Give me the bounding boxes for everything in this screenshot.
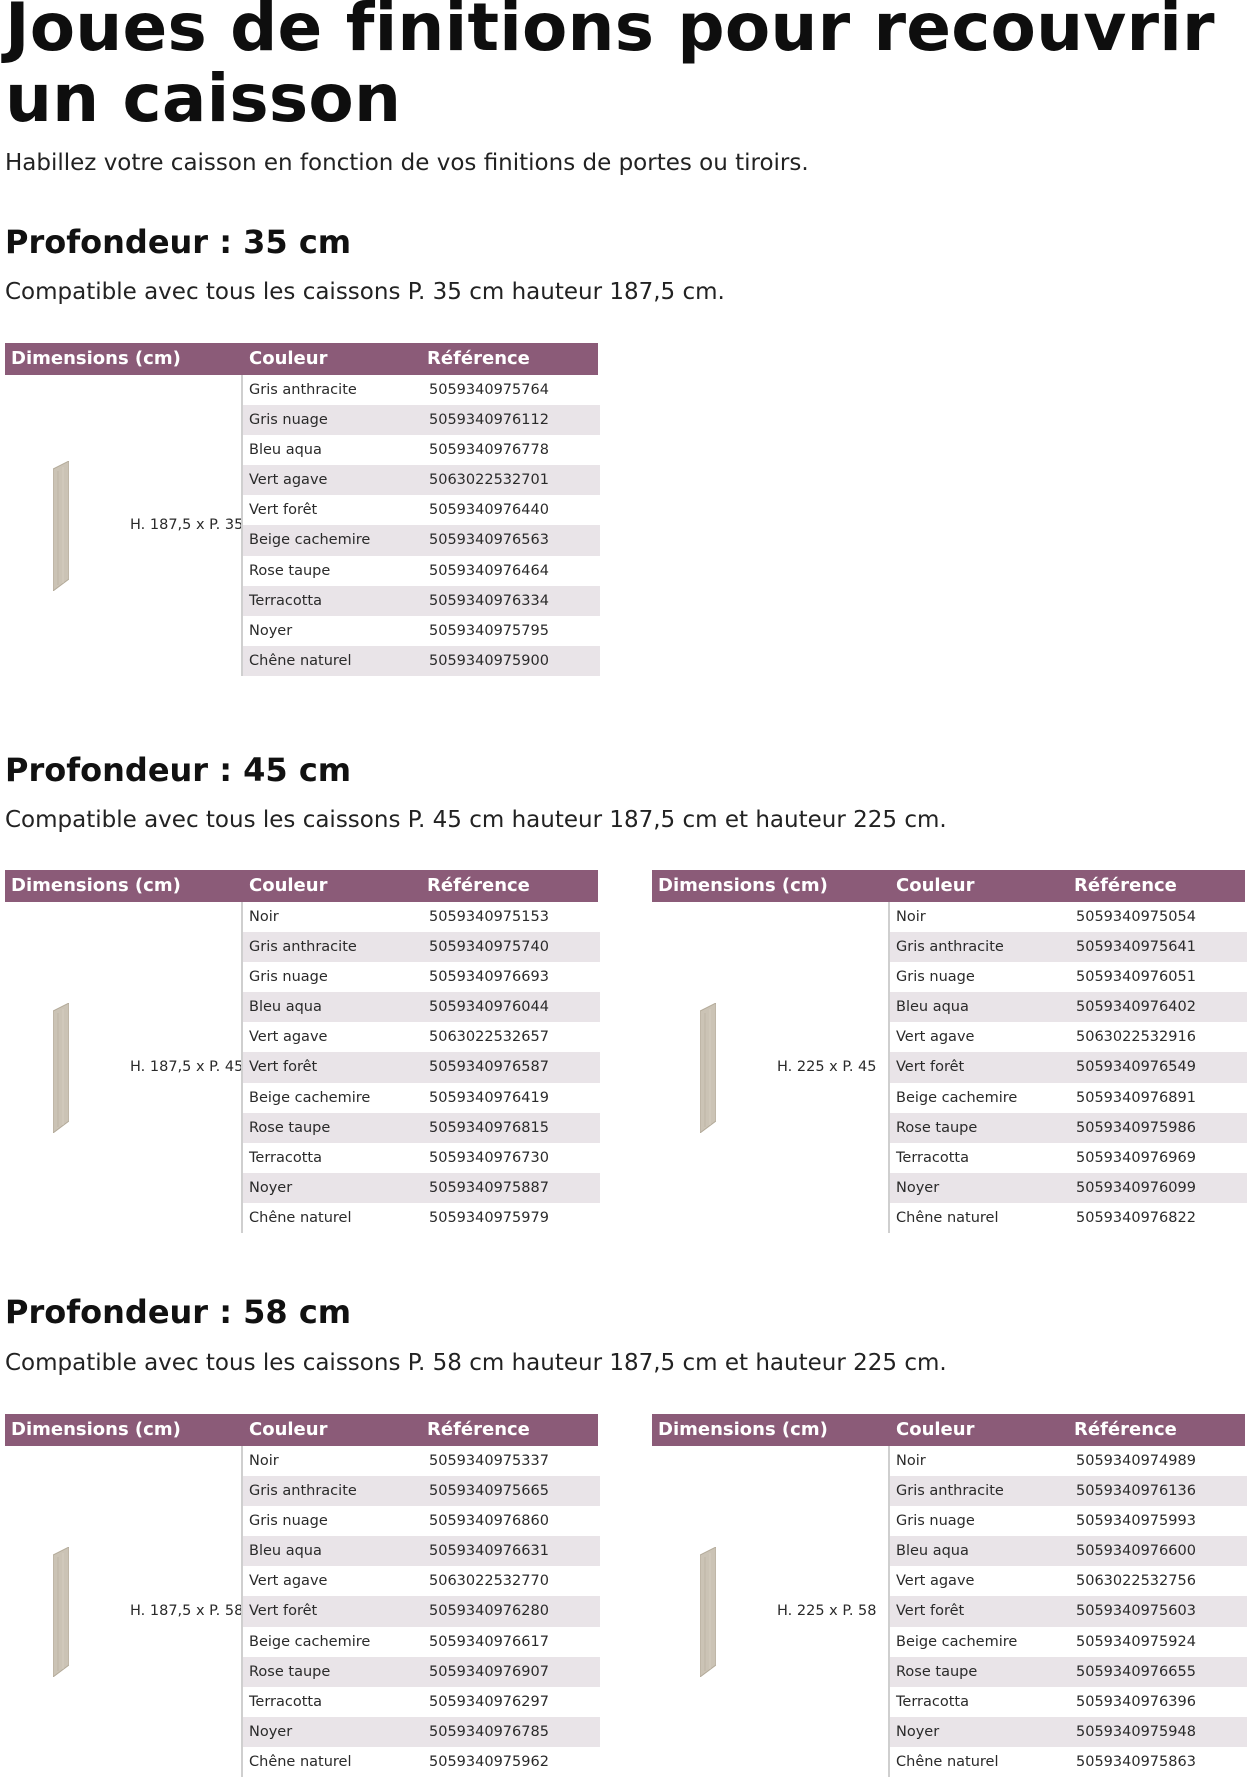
cell-reference: 5059340976112	[429, 412, 549, 429]
cell-reference: 5059340976860	[429, 1513, 549, 1530]
table-row	[243, 525, 600, 555]
cell-couleur: Beige cachemire	[249, 532, 371, 549]
cell-couleur: Chêne naturel	[896, 1209, 999, 1226]
table-row	[243, 1476, 600, 1506]
table-row	[243, 1506, 600, 1536]
header-reference: Référence	[1074, 875, 1177, 896]
cell-couleur: Chêne naturel	[249, 1209, 352, 1226]
table-row	[890, 1717, 1247, 1747]
cell-reference: 5063022532770	[429, 1573, 549, 1590]
cell-reference: 5063022532756	[1076, 1573, 1196, 1590]
table-rows	[241, 902, 600, 1233]
table-row	[890, 1687, 1247, 1717]
cell-couleur: Beige cachemire	[249, 1089, 371, 1106]
cell-reference: 5059340976655	[1076, 1663, 1196, 1680]
table-row	[243, 646, 600, 676]
cell-couleur: Terracotta	[249, 1693, 322, 1710]
cell-couleur: Terracotta	[896, 1149, 969, 1166]
cell-couleur: Vert agave	[249, 1029, 328, 1046]
table-row	[890, 1143, 1247, 1173]
cell-reference: 5059340976785	[429, 1723, 549, 1740]
cell-reference: 5059340976730	[429, 1149, 549, 1166]
cell-couleur: Bleu aqua	[896, 999, 969, 1016]
cell-reference: 5059340976440	[429, 502, 549, 519]
table-row	[890, 1657, 1247, 1687]
table-rows	[241, 375, 600, 676]
panel-image	[700, 1003, 716, 1133]
cell-reference: 5059340975603	[1076, 1603, 1196, 1620]
reference-table-45-h225	[652, 870, 1245, 1233]
cell-reference: 5059340976297	[429, 1693, 549, 1710]
cell-reference: 5059340975863	[1076, 1753, 1196, 1770]
cell-couleur: Vert forêt	[896, 1059, 965, 1076]
cell-couleur: Gris anthracite	[249, 382, 357, 398]
cell-reference: 5059340975993	[1076, 1513, 1196, 1530]
table-row	[890, 1173, 1247, 1203]
cell-reference: 5059340976280	[429, 1603, 549, 1620]
page-title: Joues de finitions pour recouvrir un caisson	[5, 0, 1215, 137]
table-row	[890, 1446, 1247, 1476]
table-row	[243, 465, 600, 495]
cell-couleur: Terracotta	[249, 1149, 322, 1166]
cell-reference: 5059340975337	[429, 1453, 549, 1469]
table-row	[890, 992, 1247, 1022]
table-body	[652, 1446, 1245, 1777]
header-dimensions: Dimensions (cm)	[11, 348, 181, 369]
cell-reference: 5059340975887	[429, 1179, 549, 1196]
table-row	[890, 1536, 1247, 1566]
cell-reference: 5059340976693	[429, 969, 549, 986]
cell-couleur: Noir	[249, 1453, 279, 1469]
cell-couleur: Noir	[896, 1453, 926, 1469]
reference-table-45-h187	[5, 870, 598, 1233]
cell-couleur: Terracotta	[249, 592, 322, 609]
table-row	[243, 992, 600, 1022]
table-row	[243, 932, 600, 962]
cell-couleur: Gris nuage	[249, 412, 328, 429]
table-row	[890, 1476, 1247, 1506]
cell-reference: 5059340975665	[429, 1483, 549, 1500]
table-row	[243, 1446, 600, 1476]
cell-couleur: Gris anthracite	[249, 1483, 357, 1500]
cell-reference: 5059340976396	[1076, 1693, 1196, 1710]
cell-couleur: Gris nuage	[249, 1513, 328, 1530]
cell-couleur: Chêne naturel	[896, 1753, 999, 1770]
table-row	[890, 1052, 1247, 1082]
cell-couleur: Bleu aqua	[249, 999, 322, 1016]
header-reference: Référence	[427, 1419, 530, 1440]
table-row	[243, 1596, 600, 1626]
cell-reference: 5059340976334	[429, 592, 549, 609]
cell-reference: 5059340976044	[429, 999, 549, 1016]
table-row	[243, 1536, 600, 1566]
cell-reference: 5059340976778	[429, 442, 549, 459]
cell-couleur: Chêne naturel	[249, 652, 352, 669]
table-row	[890, 1083, 1247, 1113]
header-dimensions: Dimensions (cm)	[658, 875, 828, 896]
table-row	[890, 962, 1247, 992]
dimension-label: H. 225 x P. 45	[777, 1058, 877, 1075]
cell-reference: 5059340976402	[1076, 999, 1196, 1016]
table-row	[243, 1747, 600, 1777]
cell-couleur: Noyer	[896, 1179, 940, 1196]
cell-reference: 5059340975153	[429, 909, 549, 925]
cell-reference: 5059340975948	[1076, 1723, 1196, 1740]
cell-reference: 5059340975962	[429, 1753, 549, 1770]
table-header	[652, 1414, 1245, 1446]
dimension-label: H. 187,5 x P. 35	[130, 516, 244, 533]
cell-couleur: Gris anthracite	[249, 939, 357, 956]
cell-reference: 5059340975740	[429, 939, 549, 956]
table-body	[5, 375, 598, 676]
section-heading-45: Profondeur : 45 cm	[5, 751, 352, 789]
header-dimensions: Dimensions (cm)	[658, 1419, 828, 1440]
cell-couleur: Beige cachemire	[896, 1633, 1018, 1650]
table-row	[890, 932, 1247, 962]
cell-couleur: Vert agave	[249, 1573, 328, 1590]
cell-couleur: Noir	[896, 909, 926, 925]
table-row	[243, 616, 600, 646]
cell-couleur: Vert agave	[896, 1029, 975, 1046]
table-row	[243, 556, 600, 586]
table-row	[890, 1203, 1247, 1233]
table-row	[890, 902, 1247, 932]
cell-reference: 5059340976617	[429, 1633, 549, 1650]
cell-reference: 5059340975986	[1076, 1119, 1196, 1136]
cell-couleur: Gris anthracite	[896, 1483, 1004, 1500]
cell-reference: 5059340976051	[1076, 969, 1196, 986]
reference-table-58-h225	[652, 1414, 1245, 1777]
reference-table-35	[5, 343, 598, 676]
table-body	[652, 902, 1245, 1233]
table-row	[890, 1596, 1247, 1626]
section-heading-58: Profondeur : 58 cm	[5, 1293, 352, 1331]
cell-couleur: Gris nuage	[896, 969, 975, 986]
cell-reference: 5059340976600	[1076, 1543, 1196, 1560]
cell-reference: 5063022532657	[429, 1029, 549, 1046]
cell-couleur: Gris anthracite	[896, 939, 1004, 956]
table-row	[890, 1506, 1247, 1536]
cell-couleur: Rose taupe	[249, 1119, 331, 1136]
table-row	[243, 902, 600, 932]
table-rows	[888, 902, 1247, 1233]
table-row	[243, 1083, 600, 1113]
cell-reference: 5059340975641	[1076, 939, 1196, 956]
table-row	[243, 1052, 600, 1082]
table-row	[243, 1022, 600, 1052]
cell-couleur: Chêne naturel	[249, 1753, 352, 1770]
table-header	[652, 870, 1245, 902]
cell-couleur: Vert forêt	[249, 502, 318, 519]
dimension-label: H. 187,5 x P. 58	[130, 1602, 244, 1619]
table-row	[243, 495, 600, 525]
table-row	[243, 1627, 600, 1657]
dimension-label: H. 187,5 x P. 45	[130, 1058, 244, 1075]
cell-couleur: Vert agave	[249, 472, 328, 489]
cell-couleur: Rose taupe	[249, 1663, 331, 1680]
cell-reference: 5059340976587	[429, 1059, 549, 1076]
cell-couleur: Rose taupe	[249, 562, 331, 579]
section-heading-35: Profondeur : 35 cm	[5, 223, 352, 261]
cell-reference: 5059340976907	[429, 1663, 549, 1680]
section-subtitle-35: Compatible avec tous les caissons P. 35 cm hauteur 187,5 cm.	[5, 279, 725, 305]
cell-reference: 5059340975054	[1076, 909, 1196, 925]
panel-image	[53, 1003, 69, 1133]
panel-image	[53, 461, 69, 591]
table-header	[5, 343, 598, 375]
cell-reference: 5059340976631	[429, 1543, 549, 1560]
cell-reference: 5059340976099	[1076, 1179, 1196, 1196]
cell-reference: 5059340976136	[1076, 1483, 1196, 1500]
header-dimensions: Dimensions (cm)	[11, 1419, 181, 1440]
cell-reference: 5059340975924	[1076, 1633, 1196, 1650]
cell-reference: 5059340976563	[429, 532, 549, 549]
cell-couleur: Beige cachemire	[896, 1089, 1018, 1106]
panel-image	[53, 1547, 69, 1677]
header-reference: Référence	[1074, 1419, 1177, 1440]
table-row	[243, 405, 600, 435]
cell-couleur: Vert forêt	[896, 1603, 965, 1620]
header-reference: Référence	[427, 348, 530, 369]
table-rows	[888, 1446, 1247, 1777]
cell-reference: 5059340975764	[429, 382, 549, 398]
cell-couleur: Vert forêt	[249, 1059, 318, 1076]
cell-reference: 5059340975900	[429, 652, 549, 669]
table-header	[5, 870, 598, 902]
cell-couleur: Bleu aqua	[249, 1543, 322, 1560]
header-dimensions: Dimensions (cm)	[11, 875, 181, 896]
cell-couleur: Terracotta	[896, 1693, 969, 1710]
table-row	[243, 375, 600, 405]
cell-reference: 5063022532916	[1076, 1029, 1196, 1046]
cell-couleur: Bleu aqua	[896, 1543, 969, 1560]
table-row	[243, 1657, 600, 1687]
table-row	[243, 1143, 600, 1173]
cell-couleur: Vert agave	[896, 1573, 975, 1590]
reference-table-58-h187	[5, 1414, 598, 1777]
cell-couleur: Bleu aqua	[249, 442, 322, 459]
table-row	[890, 1627, 1247, 1657]
table-row	[243, 962, 600, 992]
cell-reference: 5059340975979	[429, 1209, 549, 1226]
cell-couleur: Rose taupe	[896, 1663, 978, 1680]
table-row	[890, 1113, 1247, 1143]
cell-couleur: Gris nuage	[896, 1513, 975, 1530]
header-couleur: Couleur	[249, 875, 328, 896]
table-body	[5, 1446, 598, 1777]
table-row	[243, 1687, 600, 1717]
cell-reference: 5059340976969	[1076, 1149, 1196, 1166]
header-couleur: Couleur	[896, 875, 975, 896]
cell-reference: 5059340976815	[429, 1119, 549, 1136]
header-couleur: Couleur	[896, 1419, 975, 1440]
cell-couleur: Noyer	[249, 622, 293, 639]
cell-couleur: Noir	[249, 909, 279, 925]
header-couleur: Couleur	[249, 348, 328, 369]
dimension-label: H. 225 x P. 58	[777, 1602, 877, 1619]
section-subtitle-58: Compatible avec tous les caissons P. 58 cm hauteur 187,5 cm et hauteur 225 cm.	[5, 1350, 947, 1376]
header-reference: Référence	[427, 875, 530, 896]
cell-couleur: Rose taupe	[896, 1119, 978, 1136]
cell-reference: 5059340974989	[1076, 1453, 1196, 1469]
cell-couleur: Noyer	[896, 1723, 940, 1740]
table-row	[243, 1203, 600, 1233]
cell-reference: 5059340976549	[1076, 1059, 1196, 1076]
cell-couleur: Gris nuage	[249, 969, 328, 986]
cell-couleur: Beige cachemire	[249, 1633, 371, 1650]
cell-reference: 5059340976822	[1076, 1209, 1196, 1226]
section-subtitle-45: Compatible avec tous les caissons P. 45 cm hauteur 187,5 cm et hauteur 225 cm.	[5, 807, 947, 833]
table-rows	[241, 1446, 600, 1777]
cell-couleur: Noyer	[249, 1179, 293, 1196]
table-row	[890, 1566, 1247, 1596]
header-couleur: Couleur	[249, 1419, 328, 1440]
cell-reference: 5059340976464	[429, 562, 549, 579]
page-intro: Habillez votre caisson en fonction de vos finitions de portes ou tiroirs.	[5, 150, 809, 176]
cell-couleur: Vert forêt	[249, 1603, 318, 1620]
table-header	[5, 1414, 598, 1446]
cell-couleur: Noyer	[249, 1723, 293, 1740]
table-row	[243, 586, 600, 616]
cell-reference: 5063022532701	[429, 472, 549, 489]
table-row	[243, 1566, 600, 1596]
table-row	[243, 1717, 600, 1747]
table-row	[243, 435, 600, 465]
table-row	[890, 1022, 1247, 1052]
table-row	[243, 1113, 600, 1143]
table-row	[243, 1173, 600, 1203]
cell-reference: 5059340976419	[429, 1089, 549, 1106]
cell-reference: 5059340976891	[1076, 1089, 1196, 1106]
cell-reference: 5059340975795	[429, 622, 549, 639]
panel-image	[700, 1547, 716, 1677]
table-body	[5, 902, 598, 1233]
table-row	[890, 1747, 1247, 1777]
